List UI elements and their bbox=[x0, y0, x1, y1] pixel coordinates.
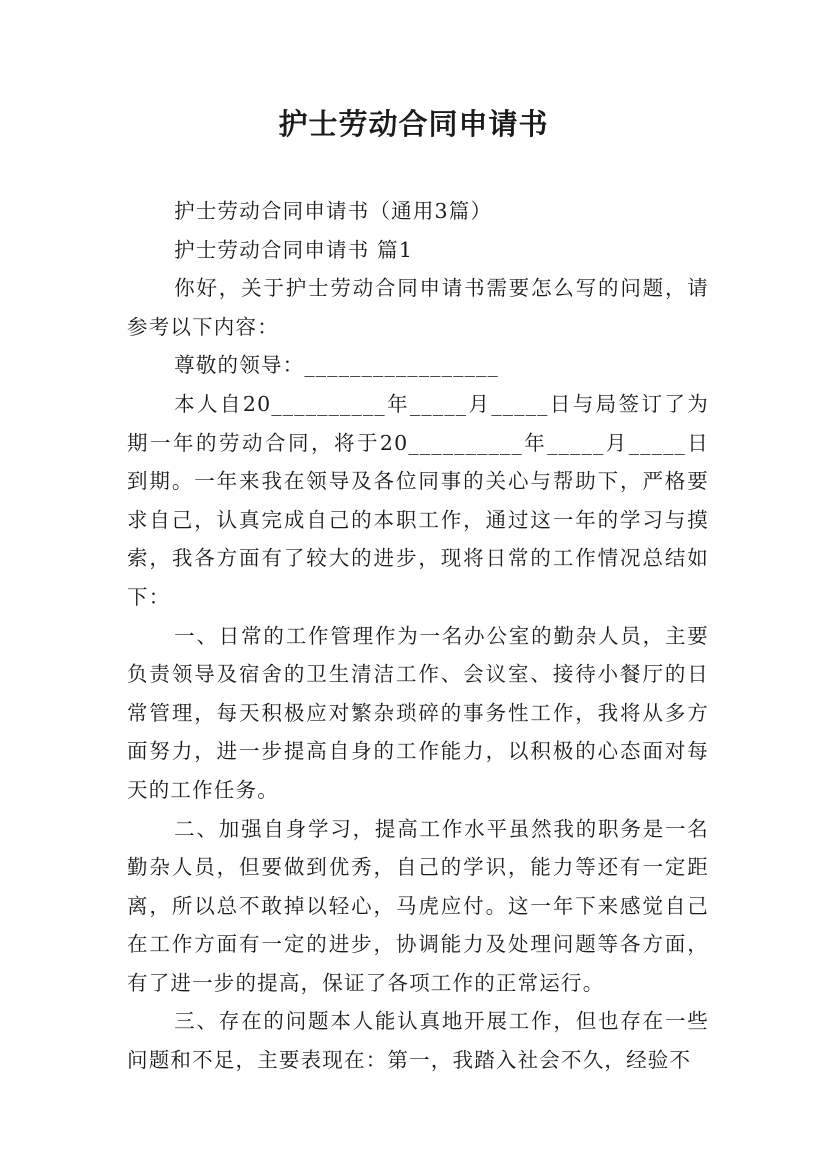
paragraph-section-heading: 护士劳动合同申请书 篇1 bbox=[174, 237, 414, 262]
paragraph-point-two: 二、加强自身学习，提高工作水平虽然我的职务是一名勤杂人员，但要做到优秀，自己的学识，能力等还有一定距离，所以总不敢掉以轻心，马虎应付。这一年下来感觉自己在工作方面有一定的进步，协调能力及处理问题等各方面，有了进一步的提高，保证了各项工作的正常运行。 bbox=[127, 816, 709, 995]
paragraph-intro: 你好，关于护士劳动合同申请书需要怎么写的问题，请参考以下内容： bbox=[127, 276, 709, 339]
paragraph-subtitle: 护士劳动合同申请书（通用3篇） bbox=[174, 199, 493, 223]
paragraph-salutation: 尊敬的领导：_________________ bbox=[174, 353, 499, 378]
paragraph-contract-statement: 本人自20__________年_____月_____日与局签订了为期一年的劳动合同，将于20__________年_____月_____日到期。一年来我在领导及各位同事的关心与帮助下，严格要求自己，认真完成自己的本职工作，通过这一年的学习与摸索，我各方面有了较大的进步，现将日常的工作情况总结如下： bbox=[127, 391, 709, 609]
document-title: 护士劳动合同申请书 bbox=[278, 107, 549, 141]
document-body bbox=[127, 192, 709, 1080]
paragraph-point-three: 三、存在的问题本人能认真地开展工作，但也存在一些问题和不足，主要表现在：第一，我踏入社会不久，经验不 bbox=[127, 1009, 709, 1073]
paragraph-point-one: 一、日常的工作管理作为一名办公室的勤杂人员，主要负责领导及宿舍的卫生清洁工作、会议室、接待小餐厅的日常管理，每天积极应对繁杂琐碎的事务性工作，我将从多方面努力，进一步提高自身的工作能力，以积极的心态面对每天的工作任务。 bbox=[127, 623, 709, 802]
